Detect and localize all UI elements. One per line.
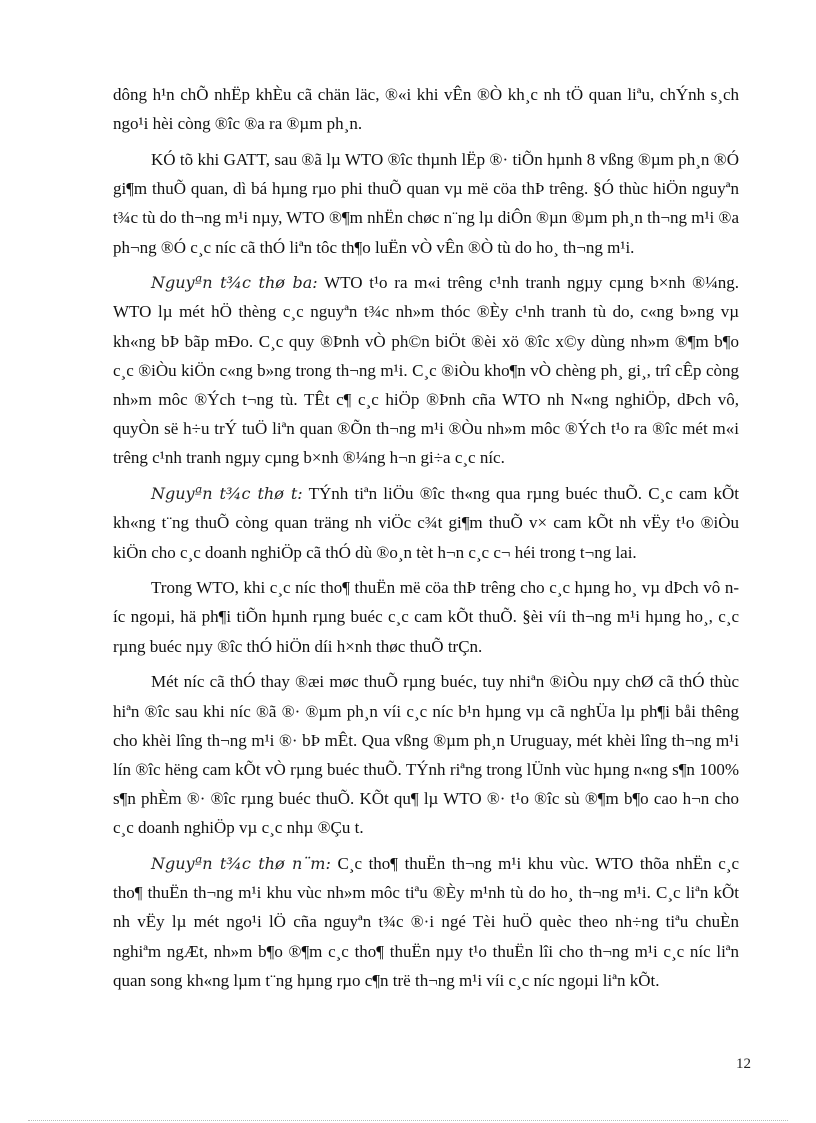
- principle-heading: Nguyªn t¾c thø n¨m:: [151, 854, 331, 874]
- paragraph-text: Mét níc cã thÓ thay ®æi møc thuÕ rµng buéc, tuy nhiªn ®iÒu nµy chØ cã thÓ thùc hiªn ®îc sau khi níc ®ã ®· ®µm ph¸n víi c¸c níc b¹n hµng vµ cã nghÜa lµ ph¶i båi thêng cho khèi lîng th¬ng m¹i ®· bÞ mÊt. Qua vßng ®µm ph¸n Uruguay, mét khèi lîng th¬ng m¹i lín ®îc hëng cam kÕt vÒ rµng buéc thuÕ. TÝnh riªng trong lÜnh vùc hµng n«ng s¶n 100% s¶n phÈm ®· ®îc rµng buéc thuÕ. KÕt qu¶ lµ WTO ®· t¹o ®îc sù ®¶m b¶o cao h¬n cho c¸c doanh nghiÖp vµ c¸c nhµ ®Çu t.: [113, 672, 739, 838]
- paragraph-7: [113, 849, 739, 995]
- page-bottom-divider: [28, 1120, 788, 1121]
- paragraph-text: C¸c tho¶ thuËn th¬ng m¹i khu vùc. WTO thõa nhËn c¸c tho¶ thuËn th¬ng m¹i khu vùc nh»m môc tiªu ®Èy m¹nh tù do ho¸ th¬ng m¹i. C¸c liªn kÕt nh vËy lµ mét ngo¹i lÖ cña nguyªn t¾c ®·i ngé Tèi huÖ quèc theo nh÷ng tiªu chuÈn nghiªm ngÆt, nh»m b¶o ®¶m c¸c tho¶ thuËn nµy t¹o thuËn lîi cho th¬ng m¹i c¸c níc liªn quan song kh«ng lµm t¨ng hµng rµo c¶n trë th¬ng m¹i víi c¸c níc ngoµi liªn kÕt.: [113, 854, 739, 990]
- principle-heading: Nguyªn t¾c thø ba:: [151, 273, 318, 293]
- paragraph-6: [113, 667, 739, 842]
- paragraph-2: [113, 145, 739, 262]
- paragraph-3: [113, 268, 739, 472]
- paragraph-text: Trong WTO, khi c¸c níc tho¶ thuËn më cöa thÞ trêng cho c¸c hµng ho¸ vµ dÞch vô níc ngoµi, hä ph¶i tiÕn hµnh rµng buéc c¸c cam kÕt thuÕ. §èi víi th¬ng m¹i hµng ho¸, c¸c rµng buéc nµy ®îc thÓ hiÖn díi h×nh thøc thuÕ trÇn.: [113, 578, 739, 656]
- paragraph-text: dông h¹n chÕ nhËp khÈu cã chän läc, ®«i khi vÊn ®Ò kh¸c nh tÖ quan liªu, chÝnh s¸ch ngo¹i hèi còng ®îc ®a ra ®µm ph¸n.: [113, 85, 739, 134]
- page-number: 12: [736, 1056, 751, 1072]
- body-text: [113, 80, 739, 1002]
- paragraph-text: TÝnh tiªn liÖu ®îc th«ng qua rµng buéc thuÕ. C¸c cam kÕt kh«ng t¨ng thuÕ còng quan träng nh viÖc c¾t gi¶m thuÕ v× cam kÕt nh vËy t¹o ®iÒu kiÖn cho c¸c doanh nghiÖp cã thÓ dù ®o¸n tèt h¬n c¸c c¬ héi trong t¬ng lai.: [113, 484, 739, 562]
- principle-heading: Nguyªn t¾c thø t:: [151, 484, 303, 504]
- paragraph-text: KÓ tõ khi GATT, sau ®ã lµ WTO ®îc thµnh lËp ®· tiÕn hµnh 8 vßng ®µm ph¸n ®Ó gi¶m thuÕ quan, dì bá hµng rµo phi thuÕ quan vµ më cöa thÞ trêng. §Ó thùc hiÖn nguyªn t¾c tù do th¬ng m¹i nµy, WTO ®¶m nhËn chøc n¨ng lµ diÔn ®µn ®µm ph¸n th¬ng m¹i ®a ph¬ng ®Ó c¸c níc cã thÓ liªn tôc th¶o luËn vÒ vÊn ®Ò tù do ho¸ th¬ng m¹i.: [113, 149, 739, 257]
- paragraph-1: [113, 80, 739, 138]
- paragraph-4: [113, 479, 739, 567]
- paragraph-5: [113, 573, 739, 661]
- paragraph-text: WTO t¹o ra m«i trêng c¹nh tranh ngµy cµng b×nh ®¼ng. WTO lµ mét hÖ thèng c¸c nguyªn t¾c nh»m thóc ®Èy c¹nh tranh tù do, c«ng b»ng vµ kh«ng bÞ bãp mÐo. C¸c quy ®Þnh vÒ ph©n biÖt ®èi xö ®îc x©y dùng nh»m ®¶m b¶o c¸c ®iÒu kiÖn c«ng b»ng trong th¬ng m¹i. C¸c ®iÒu kho¶n vÒ chèng ph¸ gi¸, trî cÊp còng nh»m môc ®Ých t¬ng tù. TÊt c¶ c¸c hiÖp ®Þnh cña WTO nh N«ng nghiÖp, dÞch vô, quyÒn së h÷u trÝ tuÖ liªn quan ®Õn th¬ng m¹i ®Òu nh»m môc ®Ých t¹o ra ®îc mét m«i trêng c¹nh tranh ngµy cµng b×nh ®¼ng h¬n gi÷a c¸c níc.: [113, 273, 739, 468]
